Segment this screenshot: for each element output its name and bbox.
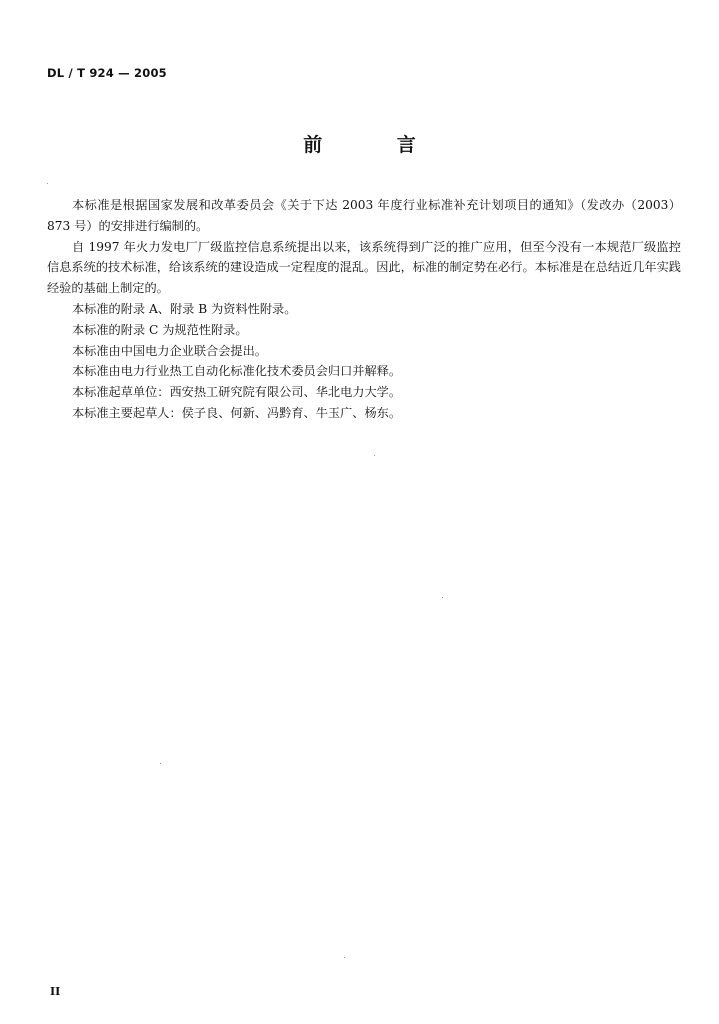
scan-speck	[374, 455, 375, 456]
scan-speck	[160, 763, 161, 764]
scan-speck	[344, 957, 345, 958]
paragraph-drafters: 本标准主要起草人：侯子良、何新、冯黔育、牛玉广、杨东。	[72, 405, 402, 420]
paragraph-proposer: 本标准由中国电力企业联合会提出。	[72, 343, 267, 358]
paragraph-appendix-ab: 本标准的附录 A、附录 B 为资料性附录。	[72, 301, 297, 316]
paragraph-background: 自 1997 年火力发电厂厂级监控信息系统提出以来，该系统得到广泛的推广应用，但至今没有一本规范厂级监控信息系统的技术标准，给该系统的建设造成一定程度的混乱。因此，标准的制定势在必行。本标准是在总结近几年实践经验的基础上制定的。	[47, 239, 681, 296]
scan-speck	[47, 183, 48, 184]
foreword-body	[47, 195, 681, 424]
paragraph-drafting-units: 本标准起草单位：西安热工研究院有限公司、华北电力大学。	[72, 385, 402, 400]
page-title: 前 言	[303, 134, 450, 156]
page-number: II	[50, 985, 61, 998]
paragraph-basis: 本标准是根据国家发展和改革委员会《关于下达 2003 年度行业标准补充计划项目的通知》（发改办（2003）873 号）的安排进行编制的。	[47, 198, 681, 233]
paragraph-administrator: 本标准由电力行业热工自动化标准化技术委员会归口并解释。	[72, 364, 402, 379]
paragraph-appendix-c: 本标准的附录 C 为规范性附录。	[72, 322, 248, 337]
scan-speck	[442, 597, 443, 598]
standard-code: DL / T 924 — 2005	[47, 66, 167, 80]
